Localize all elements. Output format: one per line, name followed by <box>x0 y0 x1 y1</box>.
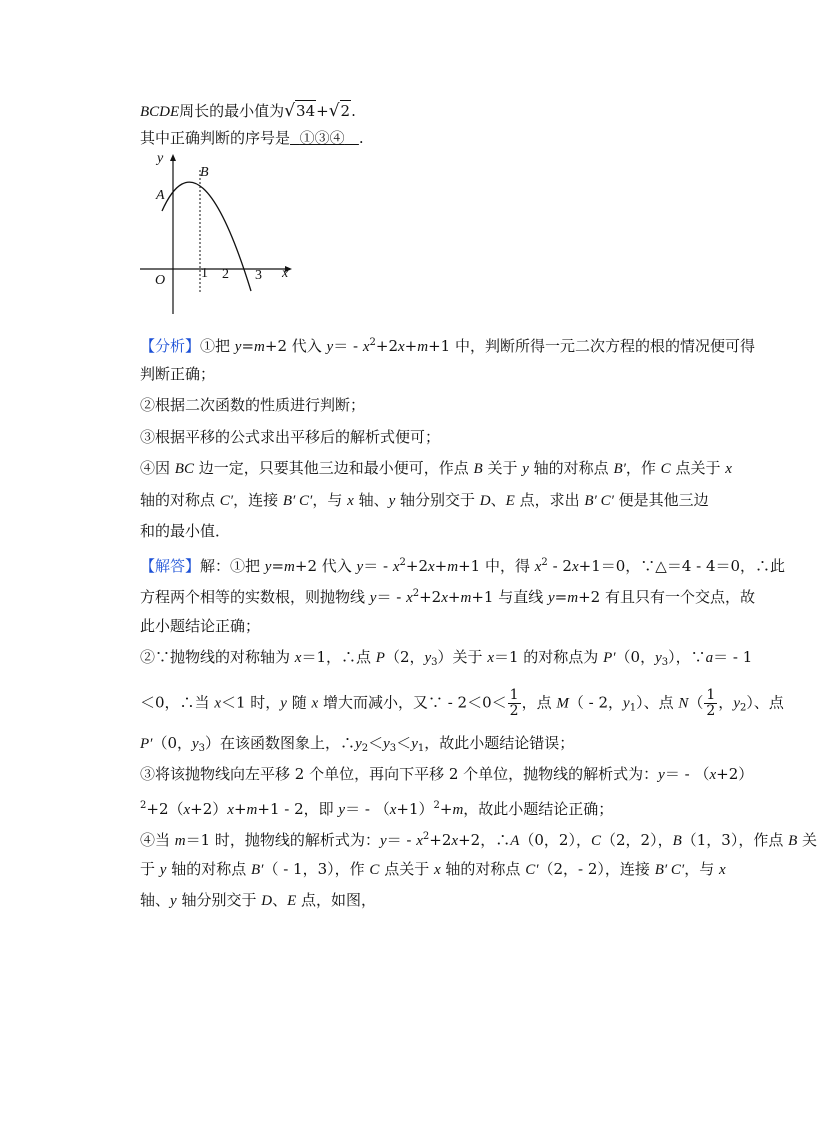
text: ）在该函数图象上，∴ <box>205 734 356 752</box>
exponent: 2 <box>140 800 147 811</box>
var: P′ <box>140 736 153 752</box>
text: ）、点 <box>636 693 679 712</box>
solution-line-9 <box>140 827 817 851</box>
var: B′ C′ <box>584 493 614 509</box>
var: x <box>214 695 221 712</box>
perimeter-line <box>140 100 356 122</box>
var: E <box>287 893 297 909</box>
var: y <box>355 736 362 752</box>
text: +2 代入 <box>294 557 357 575</box>
text: ，连接 <box>233 491 283 509</box>
var: D <box>479 493 491 509</box>
answer-value: ①③④ <box>299 129 345 147</box>
x-axis-label: x <box>282 266 289 281</box>
var: BC <box>174 461 194 477</box>
text: 关于 <box>482 459 523 477</box>
fraction-half <box>704 688 717 719</box>
answer-blank <box>290 129 359 147</box>
solution-line-8 <box>140 796 613 820</box>
text: 其中正确判断的序号是 <box>140 129 291 147</box>
text: 解：①把 <box>200 557 265 575</box>
text: 、 <box>272 891 288 909</box>
var: P′ <box>603 650 616 666</box>
text: 点关于 <box>670 459 726 477</box>
text: 点，求出 <box>514 491 585 509</box>
exponent: 2 <box>399 557 406 568</box>
var: C <box>590 833 601 849</box>
text: +2 有且只有一个交点，故 <box>578 588 755 606</box>
y-axis-label: y <box>157 151 164 166</box>
var: m <box>452 802 464 818</box>
var: E <box>505 493 515 509</box>
text: +2 <box>375 337 398 355</box>
var: y <box>655 650 662 666</box>
text: ＝ - <box>333 337 363 355</box>
text: （ - 2， <box>568 693 624 712</box>
var: x <box>406 590 413 606</box>
radicand-34: 34 <box>296 102 316 120</box>
subscript: 3 <box>431 657 438 668</box>
text: 轴、 <box>140 891 171 909</box>
text: +2） <box>716 765 754 783</box>
text: ＜ <box>368 734 384 752</box>
analysis-line-3: ②根据二次函数的性质进行判断； <box>140 396 366 414</box>
var: x <box>392 559 400 575</box>
text: ①把 <box>200 337 235 355</box>
radicand-2: 2 <box>340 102 351 120</box>
analysis-line-5 <box>140 458 732 479</box>
text: ＝1 的对称点为 <box>493 648 604 666</box>
b-point-label: B <box>200 165 209 180</box>
var: C <box>369 862 380 878</box>
text: ＝1 时，抛物线的解析式为： <box>185 831 380 849</box>
var: x <box>433 862 441 878</box>
solution-line-6 <box>140 733 574 759</box>
var: y <box>159 862 167 878</box>
text: +2（ <box>146 800 184 818</box>
text: 增大而减小，又∵ - 2＜0＜ <box>318 693 507 712</box>
text: ，故此小题结论正确； <box>463 800 614 818</box>
text: ＜0，∴当 <box>140 693 215 712</box>
text: ）关于 <box>437 648 488 666</box>
text: - 2 <box>547 557 572 575</box>
solution-line-2 <box>140 584 755 608</box>
var: x <box>571 559 579 575</box>
var: C <box>660 461 671 477</box>
answer-line <box>140 128 364 148</box>
text: = <box>241 337 255 355</box>
var: a <box>705 650 714 666</box>
var: y <box>234 339 242 355</box>
solution-line-3: 此小题结论正确； <box>140 617 261 635</box>
var: m <box>254 339 265 355</box>
text: 边一定，只要其他三边和最小便可，作点 <box>193 459 474 477</box>
var: m <box>246 802 258 818</box>
text: 轴的对称点 <box>440 860 526 878</box>
subscript: 3 <box>198 743 206 754</box>
var: m <box>447 559 459 575</box>
text: ＝ - （ <box>664 765 710 783</box>
var: P <box>375 650 385 666</box>
text: （1，3），作点 <box>681 831 789 849</box>
numerator: 1 <box>509 687 519 703</box>
text: （0， <box>152 734 192 752</box>
text: ＝ - 1 <box>713 648 753 666</box>
numerator: 1 <box>706 687 716 703</box>
var: y <box>547 590 555 606</box>
analysis-line-6 <box>140 490 709 511</box>
solution-line-10 <box>140 859 726 880</box>
text: 方程两个相等的实数根，则抛物线 <box>140 588 370 606</box>
text: + <box>447 588 461 606</box>
var: B′ C′ <box>654 862 685 878</box>
solution-line-4 <box>140 647 752 673</box>
text: （2， <box>384 648 425 666</box>
text: 点关于 <box>379 860 434 878</box>
origin-label: O <box>155 273 166 288</box>
fraction-half <box>508 688 521 719</box>
text: = <box>271 557 285 575</box>
var: m <box>567 590 579 606</box>
subscript: 2 <box>361 743 369 754</box>
exponent: 2 <box>412 588 420 599</box>
var: C′ <box>525 862 539 878</box>
var: y <box>658 767 665 783</box>
var: x <box>487 650 494 666</box>
text: +1＝0，∵△＝4 - 4＝0，∴此 <box>578 557 786 575</box>
text: +2，∴ <box>458 831 511 849</box>
var: x <box>416 833 423 849</box>
text: ），∵ <box>668 648 706 666</box>
text: ，故此小题结论错误； <box>424 734 575 752</box>
text: + <box>439 800 453 818</box>
text: +1 中，得 <box>458 557 535 575</box>
solution-tag: 【解答】 <box>140 557 201 575</box>
var: B <box>672 833 682 849</box>
text: +2） <box>190 800 228 818</box>
var: y <box>388 493 396 509</box>
text: （ <box>688 693 704 712</box>
text: 轴的对称点 <box>140 491 220 509</box>
text: +2 <box>405 557 428 575</box>
var: x <box>718 862 726 878</box>
a-point-label: A <box>156 188 165 203</box>
text: ，与 <box>312 491 348 509</box>
text: ＝ - <box>386 831 417 849</box>
text: +1 - 2，即 <box>257 800 339 818</box>
text: 点，如图， <box>296 891 377 909</box>
text: ③将该抛物线向左平移 2 个单位，再向下平移 2 个单位，抛物线的解析式为： <box>140 765 659 783</box>
text: 、 <box>490 491 506 509</box>
text: 轴分别交于 <box>395 491 480 509</box>
text: 轴的对称点 <box>528 459 614 477</box>
text: +2 <box>419 588 442 606</box>
var: A <box>510 833 520 849</box>
var: x <box>428 559 435 575</box>
var: y <box>369 590 377 606</box>
text: +1 与直线 <box>471 588 548 606</box>
solution-line-11 <box>140 890 376 911</box>
var: y <box>623 695 630 712</box>
text: ， <box>718 693 734 712</box>
var: x <box>725 461 732 477</box>
text: （ - 1，3），作 <box>263 860 370 878</box>
tick-label-2: 2 <box>222 267 229 282</box>
var: x <box>389 802 397 818</box>
var: x <box>347 493 354 509</box>
var: x <box>311 695 319 712</box>
text: + <box>404 337 418 355</box>
text: = <box>554 588 568 606</box>
var: y <box>383 736 390 752</box>
solution-line-7 <box>140 764 753 785</box>
parabola-graph <box>140 150 300 318</box>
analysis-line-2: 判断正确； <box>140 365 216 383</box>
plus-sign: + <box>316 102 329 120</box>
text: +1 中，判断所得一元二次方程的根的情况便可得 <box>428 337 755 355</box>
var: B′ <box>613 461 626 477</box>
text: ④因 <box>140 459 175 477</box>
analysis-tag: 【分析】 <box>140 337 201 355</box>
var: y <box>379 833 387 849</box>
var: y <box>424 650 432 666</box>
text: 周长的最小值为 <box>179 102 285 120</box>
period: . <box>358 129 364 147</box>
text: + <box>434 557 448 575</box>
var: x <box>227 802 234 818</box>
exponent: 2 <box>369 337 376 348</box>
subscript: 1 <box>417 743 425 754</box>
var: m <box>174 833 186 849</box>
text: ＝ - （ <box>345 800 390 818</box>
var: y <box>326 339 334 355</box>
exponent: 2 <box>541 557 548 568</box>
var: x <box>183 802 191 818</box>
analysis-line-7: 和的最小值． <box>140 522 231 540</box>
text: ，点 <box>521 693 557 712</box>
exponent: 2 <box>422 831 430 842</box>
var: C′ <box>219 493 234 509</box>
text: ②∵抛物线的对称轴为 <box>140 648 295 666</box>
text: （0，2）， <box>519 831 591 849</box>
text: ④当 <box>140 831 175 849</box>
var: D <box>261 893 273 909</box>
var: B <box>788 833 798 849</box>
text: 轴、 <box>353 491 389 509</box>
tick-label-3: 3 <box>255 268 262 283</box>
text: ＝ - <box>363 557 393 575</box>
var: x <box>362 339 370 355</box>
var: x <box>451 833 459 849</box>
solution-line-5 <box>140 688 784 719</box>
subscript: 3 <box>389 743 397 754</box>
text: 于 <box>140 860 160 878</box>
var: x <box>709 767 717 783</box>
text: 随 <box>286 693 312 712</box>
var: x <box>294 650 302 666</box>
text: +1） <box>396 800 434 818</box>
text: + <box>233 800 247 818</box>
denominator: 2 <box>509 703 519 719</box>
analysis-line-4: ③根据平移的公式求出平移后的解析式便可； <box>140 428 441 446</box>
var: y <box>170 893 177 909</box>
var: m <box>460 590 472 606</box>
text: 轴的对称点 <box>166 860 251 878</box>
var: M <box>556 695 569 712</box>
text: ＝1，∴点 <box>301 648 376 666</box>
var: y <box>522 461 529 477</box>
var: N <box>678 695 689 712</box>
var: y <box>411 736 418 752</box>
exponent: 2 <box>433 800 440 811</box>
radical-sign: √ <box>328 101 340 121</box>
subscript: 2 <box>739 702 747 714</box>
text: （2，2）， <box>600 831 673 849</box>
radical-sign: √ <box>284 101 296 121</box>
quad-label: BCDE <box>140 104 180 120</box>
var: x <box>398 339 405 355</box>
y-axis-arrow <box>170 154 176 161</box>
text: （0， <box>615 648 656 666</box>
text: ）、点 <box>746 693 784 712</box>
var: B′ <box>251 862 264 878</box>
text: 便是其他三边 <box>613 491 709 509</box>
text: ＜ <box>396 734 412 752</box>
period: . <box>351 102 356 120</box>
denominator: 2 <box>706 703 716 719</box>
text: ，与 <box>684 860 719 878</box>
var: x <box>441 590 448 606</box>
text: +2 <box>429 831 452 849</box>
var: y <box>733 695 740 712</box>
var: m <box>284 559 295 575</box>
var: m <box>417 339 429 355</box>
analysis-line-1 <box>140 333 755 357</box>
text: 关 <box>797 831 817 849</box>
var: y <box>264 559 272 575</box>
var: y <box>192 736 199 752</box>
subscript: 3 <box>661 657 669 668</box>
text: +2 代入 <box>264 337 327 355</box>
subscript: 1 <box>629 702 637 714</box>
text: ＝ - <box>376 588 407 606</box>
var: B′ C′ <box>282 493 313 509</box>
var: y <box>356 559 364 575</box>
var: y <box>338 802 346 818</box>
text: ，作 <box>625 459 661 477</box>
var: y <box>280 695 287 712</box>
text: （2，- 2），连接 <box>538 860 655 878</box>
solution-line-1 <box>140 553 785 577</box>
tick-label-1: 1 <box>201 266 208 281</box>
var: x <box>534 559 542 575</box>
text: ＜1 时， <box>220 693 281 712</box>
var: B <box>473 461 483 477</box>
text: 轴分别交于 <box>176 891 262 909</box>
